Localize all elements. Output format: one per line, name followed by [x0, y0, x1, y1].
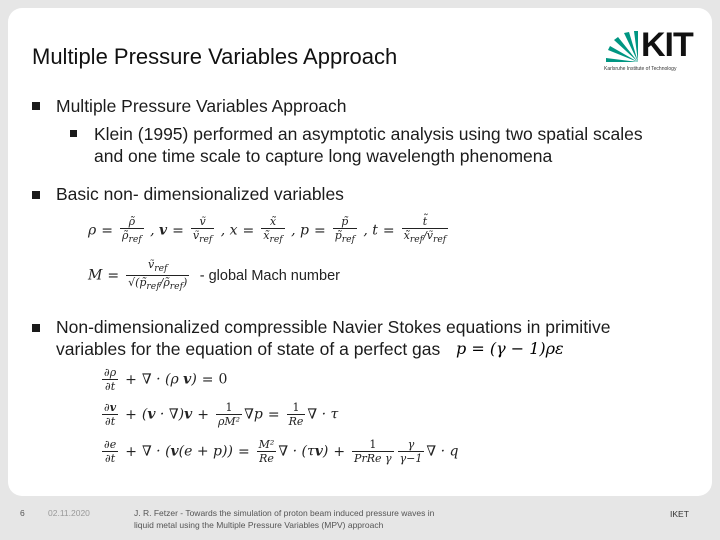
footer-citation-line1: J. R. Fetzer - Towards the simulation of proton beam induced pressure waves in — [134, 508, 435, 518]
energy-equation: $\frac{\partial e}{\partial t}$ + ∇ · (v(e + p)) = $\frac{\text{M²}}{Re}$ ∇ · (τv) + $\frac{1}{\text{PrRe γ}}$ $\frac{\gamma}{\gamma-1}$ ∇ · q — [104, 438, 459, 465]
footer-date: 02.11.2020 — [48, 508, 90, 518]
sub-bullet-marker — [70, 130, 77, 137]
kit-tagline: Karlsruhe Institute of Technology — [604, 66, 677, 72]
bullet-3-text-line1: Non-dimensionalized compressible Navier Stokes equations in primitive — [56, 317, 611, 337]
kit-logo-mark-icon — [604, 30, 640, 64]
bullet-marker — [32, 102, 40, 110]
bullet-1-text: Multiple Pressure Variables Approach — [56, 96, 347, 116]
bullet-marker — [32, 324, 40, 332]
kit-wordmark: KIT — [641, 26, 693, 64]
sub-bullet-text-line2: and one time scale to capture long wavelength phenomena — [94, 146, 553, 166]
bullet-3-text-line2: variables for the equation of state of a perfect gas — [56, 339, 441, 359]
page-number: 6 — [20, 508, 25, 518]
mach-number-equation: M = $\frac{ṽ_{ref}}{√(p̃_{ref}/\rhõ_{ref})}$ - global Mach number — [88, 258, 340, 293]
slide — [8, 8, 712, 496]
continuity-equation: $\frac{\partial\rho}{\partial t}$ + ∇ · (ρ v) = 0 — [104, 366, 228, 393]
momentum-equation: $\frac{\partial v}{\partial t}$ + (v · ∇)v + $\frac{1}{\text{ρM²}}$ ∇p = $\frac{1}{Re}$ ∇ · τ — [104, 401, 339, 428]
equation-of-state: p = (γ − 1)ρε — [456, 339, 564, 358]
nondim-variables-equation: ρ = $\frac{\rhõ}{\rhõ_{ref}}$ , v = $\frac{\text{ṽ}}{ṽ_{ref}}$ , x = $\frac{x̃}{x̃_{ref}}$ , p = $\frac{p̃}{p̃_{ref}}$ , t = $\frac{t̃}{x̃_{ref}/ṽ_{ref}}$ — [88, 215, 447, 246]
kit-logo — [604, 28, 694, 78]
mach-number-label: - global Mach number — [199, 267, 340, 284]
footer-citation-line2: liquid metal using the Multiple Pressure Variables (MPV) approach — [134, 520, 384, 530]
sub-bullet-text-line1: Klein (1995) performed an asymptotic analysis using two spatial scales — [94, 124, 643, 144]
bullet-2-text: Basic non- dimensionalized variables — [56, 184, 344, 204]
slide-title: Multiple Pressure Variables Approach — [32, 44, 398, 69]
footer-institute: IKET — [670, 509, 689, 519]
bullet-marker — [32, 191, 40, 199]
